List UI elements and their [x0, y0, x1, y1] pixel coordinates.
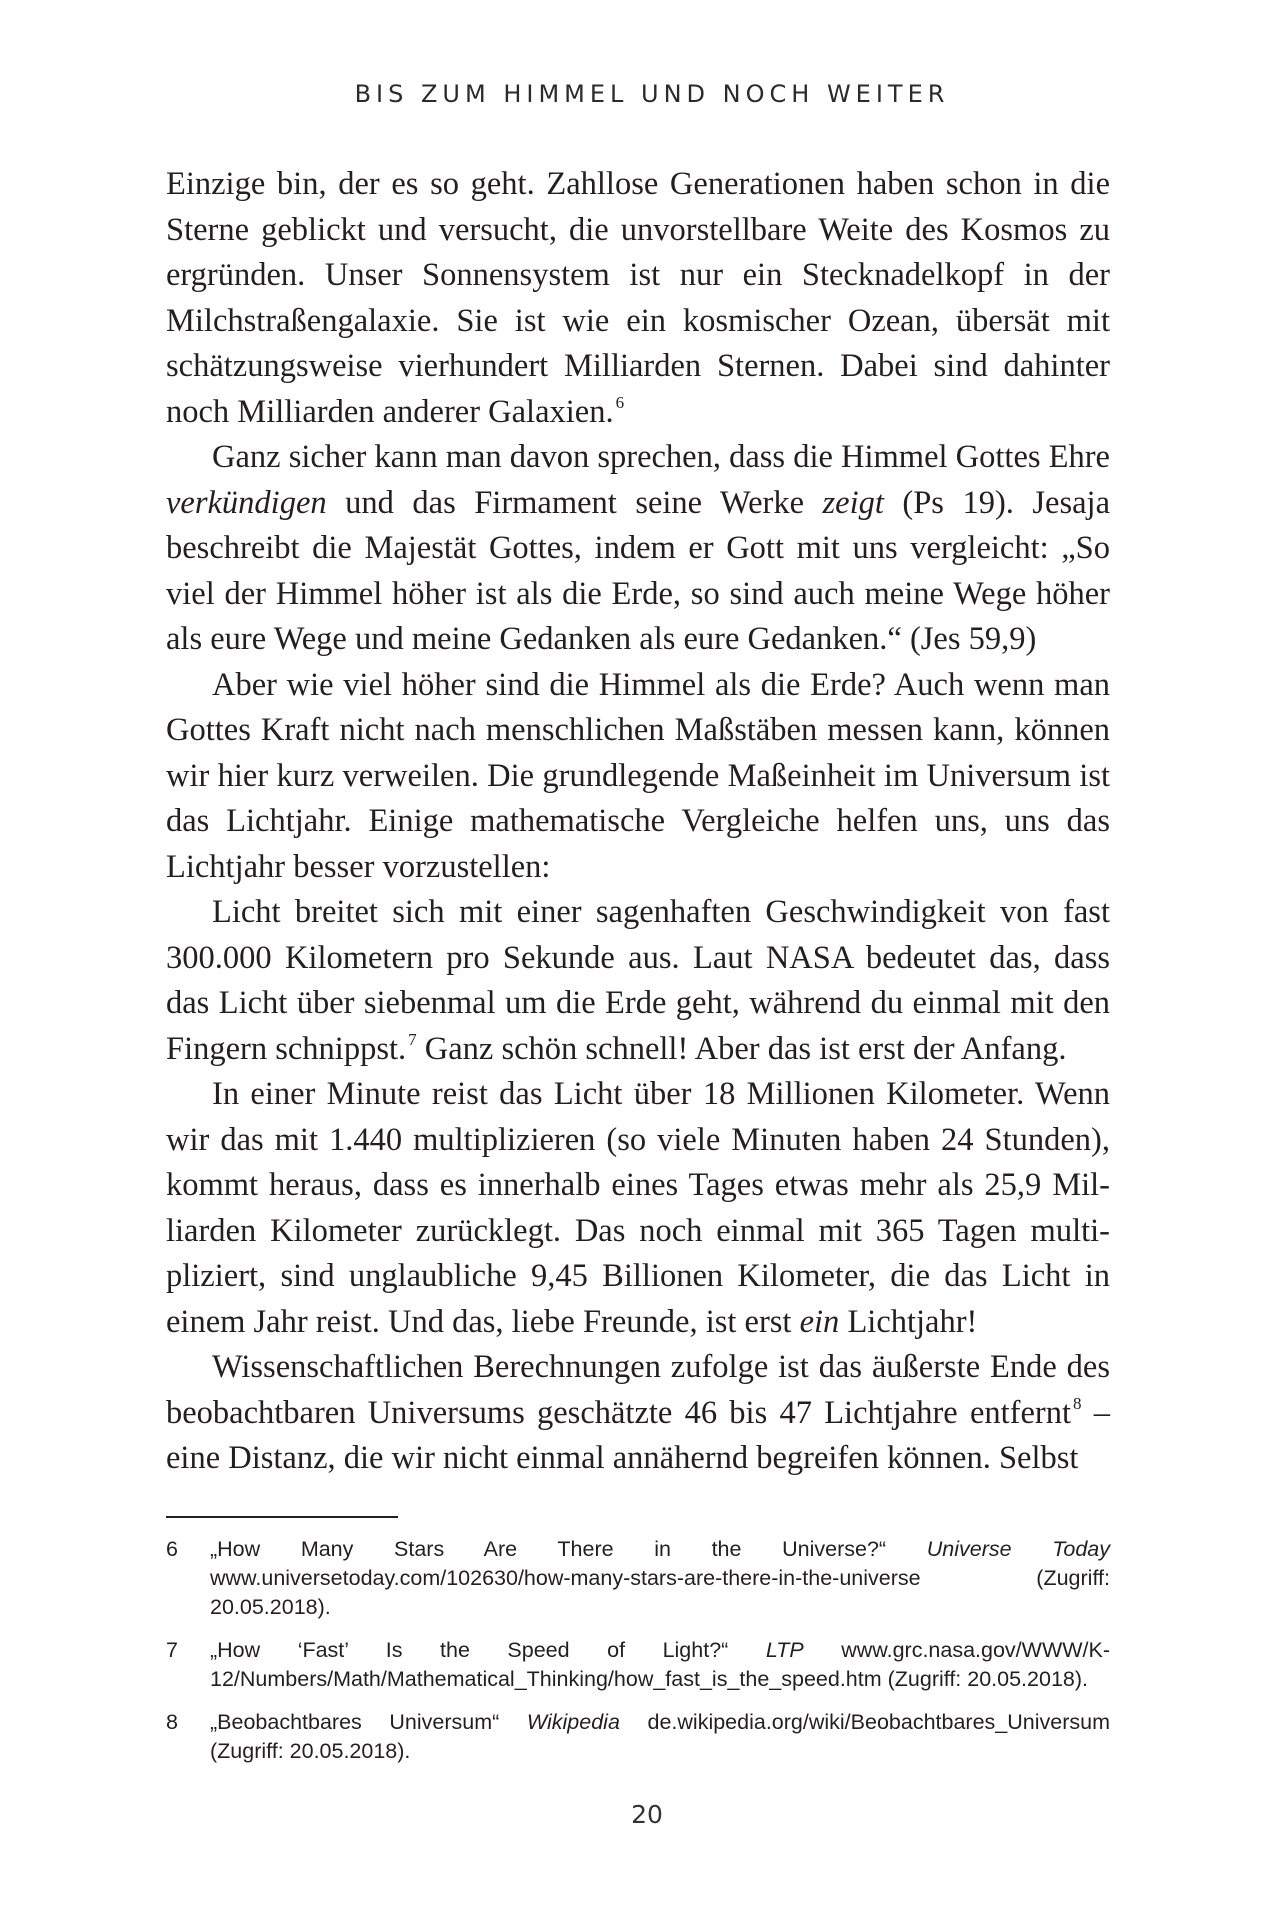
paragraph-2-text-a: Ganz sicher kann man davon sprechen, dass die Himmel Gottes Ehre: [212, 439, 1110, 475]
running-head: BIS ZUM HIMMEL UND NOCH WEITER: [354, 80, 950, 108]
paragraph-2-italic-verkuendigen: verkündigen: [166, 484, 327, 521]
paragraph-2-italic-zeigt: zeigt: [822, 484, 884, 521]
paragraph-2-text-c: und das Firmament seine Werke: [326, 484, 823, 521]
paragraph-5-text-c: Lichtjahr!: [839, 1303, 978, 1340]
footnote-number: 7: [166, 1638, 178, 1662]
footnote-source: LTP: [765, 1638, 804, 1662]
paragraph-6-text-b: – eine Distanz, die wir nicht einmal annähernd begreifen können. Selbst: [166, 1394, 1111, 1476]
footnote-ref-8[interactable]: 8: [1073, 1393, 1082, 1413]
paragraph-4-text-a: Licht breitet sich mit einer sagenhaften Geschwindigkeit von fast 300.000 Kilometern pro Sekunde aus. Laut NASA bedeutet das, dass das Licht über siebenmal um die Erde geht, während du einmal mit den Fingern schnippst.: [166, 894, 1110, 1067]
paragraph-5: [166, 1072, 1110, 1345]
paragraph-2: [166, 435, 1110, 663]
paragraph-2-text-e: (Ps 19). Jesaja beschreibt die Majestät Gottes, indem er Gott mit uns vergleicht: „So viel der Himmel höher ist als die Erde, so sind auch meine Wege höher als eure Wege und meine Gedanken als eure Gedanken.“ (Jes 59,9): [166, 484, 1110, 657]
paragraph-5-italic-ein: ein: [799, 1303, 840, 1340]
paragraph-6: [166, 1345, 1110, 1482]
paragraph-6-text-a: Wissenschaftlichen Berechnungen zufolge ist das äußerste Ende des beobachtbaren Universums geschätzte 46 bis 47 Lichtjahre entfernt: [166, 1349, 1110, 1431]
footnote-7: [166, 1636, 1110, 1694]
footnote-ref-6[interactable]: 6: [615, 392, 625, 412]
paragraph-4-text-b: Ganz schön schnell! Aber das ist erst der Anfang.: [416, 1030, 1067, 1067]
paragraph-5-text-a: In einer Minute reist das Licht über 18 Millionen Kilometer. Wenn wir das mit 1.440 multiplizieren (so viele Minuten haben 24 Stunden), kommt heraus, dass es innerhalb eines Tages etwas mehr als 25,9 Milliarden Kilometer zurücklegt. Das noch einmal mit 365 Tagen multipliziert, sind unglaubliche 9,45 Billionen Kilometer, die das Licht in einem Jahr reist. Und das, liebe Freunde, ist erst: [166, 1076, 1110, 1340]
paragraph-3-text: Aber wie viel höher sind die Himmel als die Erde? Auch wenn man Gottes Kraft nicht nach menschlichen Maßstäben messen kann, können wir hier kurz verweilen. Die grundlegende Maßeinheit im Universum ist das Lichtjahr. Einige mathematische Vergleiche helfen uns, uns das Lichtjahr besser vorzustellen:: [166, 666, 1110, 885]
footnote-6: [166, 1535, 1110, 1622]
footnote-url[interactable]: de.wikipedia.org/wiki/Beobachtbares_Universum (Zugriff: 20.05.2018).: [210, 1710, 1110, 1763]
footnote-text-a: „Beobachtbares Universum“: [210, 1710, 527, 1734]
footnote-url[interactable]: www.grc.nasa.gov/WWW/K-12/Numbers/Math/Mathematical_Thinking/how_fast_is_the_speed.htm (Zugriff: 20.05.2018).: [210, 1638, 1110, 1691]
footnote-number: 6: [166, 1537, 178, 1561]
footnote-text: [210, 1636, 1110, 1694]
footnote-text-a: „How Many Stars Are There in the Universe?“: [210, 1537, 927, 1561]
footnote-separator: [166, 1516, 398, 1518]
footnotes: [166, 1535, 1110, 1780]
footnote-text: [210, 1708, 1110, 1766]
paragraph-4: [166, 890, 1110, 1072]
footnote-ref-7[interactable]: 7: [408, 1029, 417, 1049]
paragraph-3: [166, 663, 1110, 891]
body-text: [166, 162, 1110, 1482]
footnote-text: [210, 1535, 1110, 1622]
footnote-8: [166, 1708, 1110, 1766]
footnote-text-a: „How ‘Fast’ Is the Speed of Light?“: [210, 1638, 766, 1662]
paragraph-1-text: Einzige bin, der es so geht. Zahllose Generationen haben schon in die Sterne geblickt und versucht, die unvorstellbare Weite des Kosmos zu ergründen. Unser Sonnensystem ist nur ein Stecknadelkopf in der Milchstraßengalaxie. Sie ist wie ein kosmischer Ozean, übersät mit schätzungsweise vierhundert Milliarden Sternen. Dabei sind dahinter noch Milliarden anderer Galaxien.: [166, 166, 1110, 430]
footnote-source: Wikipedia: [526, 1710, 620, 1734]
footnote-number: 8: [166, 1710, 178, 1734]
footnote-url[interactable]: www.universetoday.com/102630/how-many-stars-are-there-in-the-universe (Zugriff: 20.05.2018).: [210, 1566, 1110, 1619]
footnote-source: Universe Today: [926, 1537, 1110, 1561]
paragraph-1: [166, 162, 1110, 435]
page-number: 20: [631, 1800, 663, 1829]
